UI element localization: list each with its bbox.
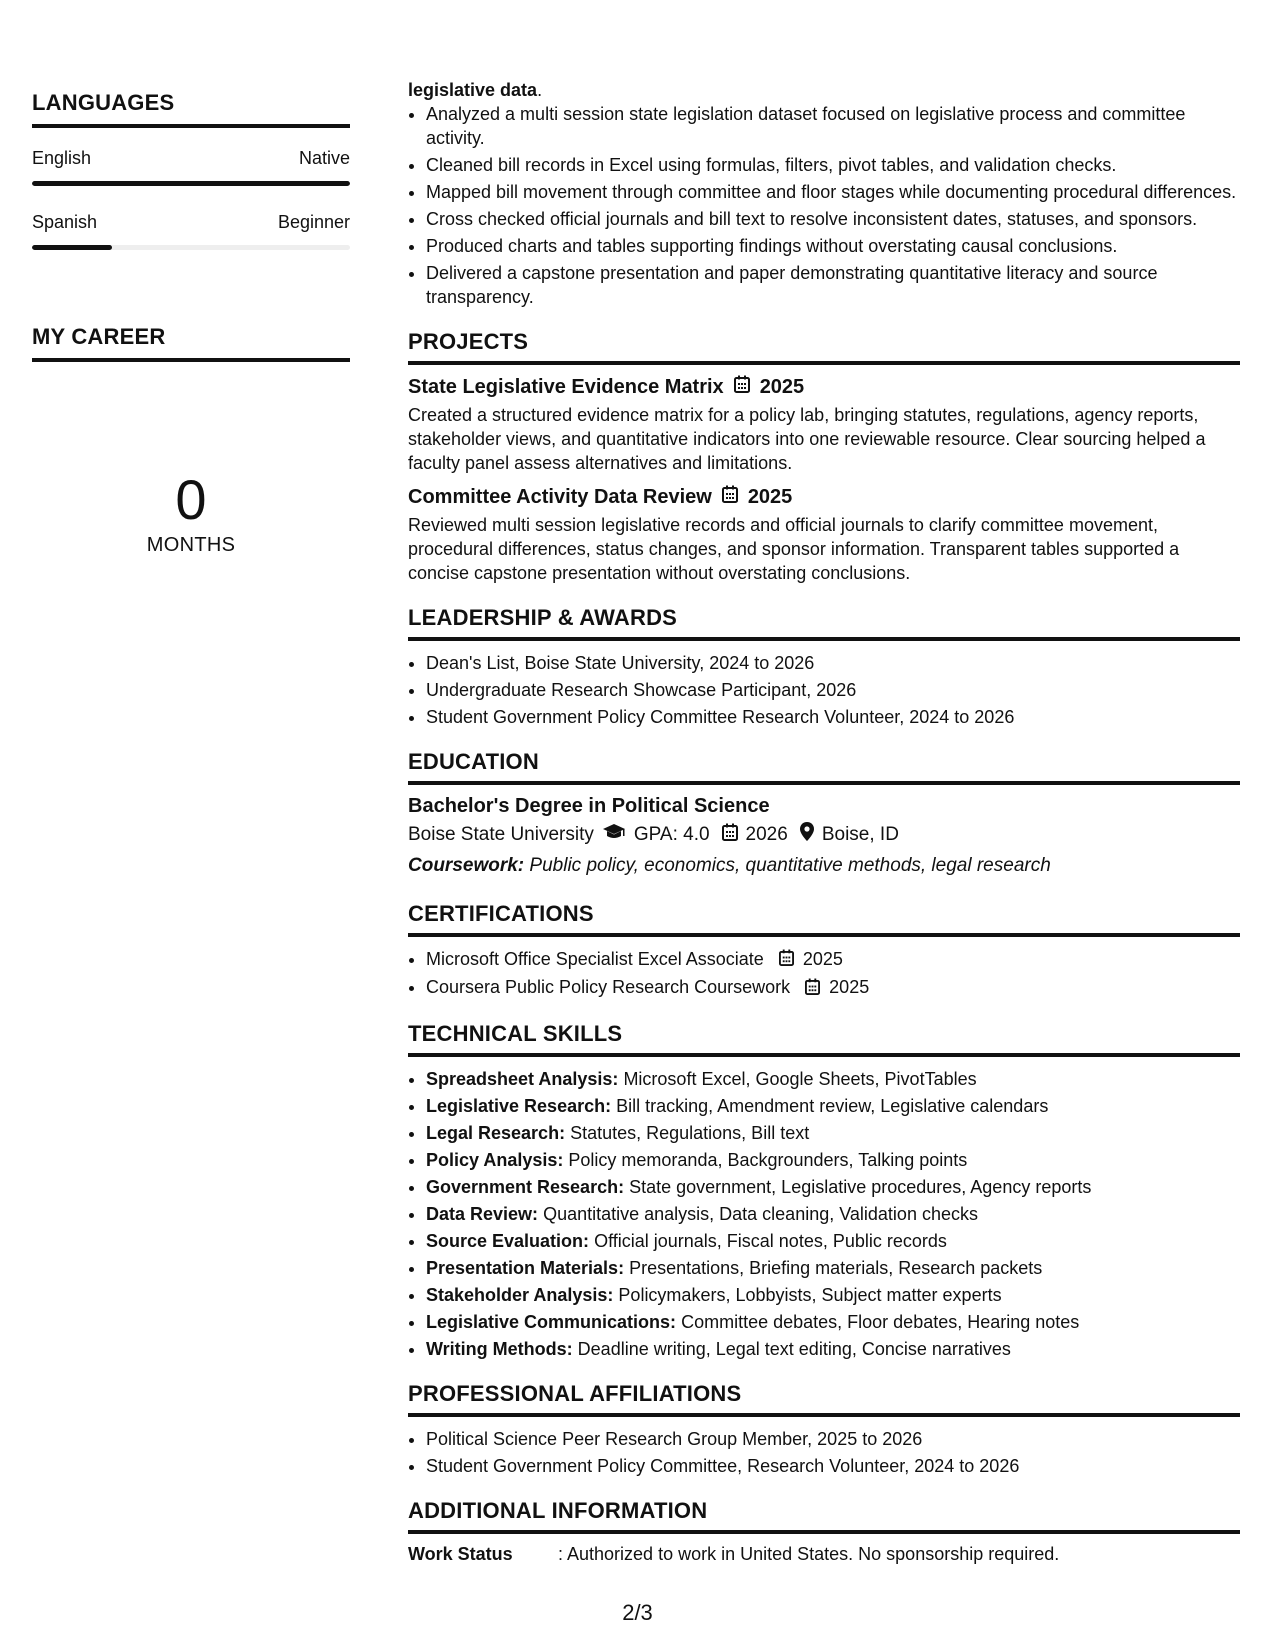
skill-category: Government Research:	[426, 1176, 625, 1197]
project-item	[408, 375, 1240, 475]
calendar-icon	[734, 375, 750, 399]
skill-values: Quantitative analysis, Data cleaning, Validation checks	[543, 1203, 978, 1224]
skill-category: Stakeholder Analysis:	[426, 1284, 614, 1305]
language-proficiency-fill	[32, 181, 350, 186]
list-item: • Mapped bill movement through committee and floor stages while documenting procedural differences.	[426, 180, 1240, 204]
certifications-list	[408, 947, 1240, 1001]
work-status-label: Work Status	[408, 1543, 513, 1564]
list-item	[426, 1094, 1240, 1118]
language-level: Native	[298, 148, 350, 168]
skill-category: Legislative Communications:	[426, 1311, 677, 1332]
list-item	[426, 1337, 1240, 1361]
list-item	[426, 1310, 1240, 1334]
project-item	[408, 485, 1240, 585]
project-year: 2025	[759, 375, 805, 398]
work-status-row	[408, 1544, 1240, 1565]
coursework-value: Public policy, economics, quantitative methods, legal research	[529, 855, 1051, 876]
list-item: • Dean's List, Boise State University, 2024 to 2026	[426, 651, 1240, 675]
list-item	[426, 1202, 1240, 1226]
list-item	[426, 947, 1240, 972]
project-description: Reviewed multi session legislative records and official journals to clarify committee movement, procedural differences, status changes, and sponsor information. Transparent tables supported a concise capstone presentation without overstating conclusions.	[408, 515, 1180, 583]
career-title: MY CAREER	[32, 324, 350, 362]
skills-list	[408, 1067, 1240, 1361]
project-name: Committee Activity Data Review	[408, 485, 712, 508]
skill-category: Spreadsheet Analysis:	[426, 1068, 619, 1089]
experience-bullets	[408, 102, 1240, 309]
list-item	[426, 1229, 1240, 1253]
list-item	[426, 1148, 1240, 1172]
lead-suffix: .	[537, 80, 543, 100]
language-proficiency-bar	[32, 245, 350, 250]
education-school: Boise State University	[408, 823, 594, 845]
languages-title: LANGUAGES	[32, 90, 350, 128]
language-level: Beginner	[277, 212, 350, 232]
list-item: • Cross checked official journals and bill text to resolve inconsistent dates, statuses, and sponsors.	[426, 207, 1240, 231]
language-item	[32, 148, 350, 186]
career-unit: MONTHS	[146, 534, 236, 556]
skill-category: Legal Research:	[426, 1122, 566, 1143]
skill-category: Policy Analysis:	[426, 1149, 564, 1170]
calendar-icon	[722, 485, 738, 509]
skill-category: Data Review:	[426, 1203, 539, 1224]
education-degree: Bachelor's Degree in Political Science	[408, 795, 770, 817]
skill-category: Presentation Materials:	[426, 1257, 625, 1278]
skill-values: Official journals, Fiscal notes, Public records	[594, 1230, 947, 1251]
language-name: Spanish	[32, 212, 98, 232]
skill-category: Source Evaluation:	[426, 1230, 590, 1251]
list-item: • Analyzed a multi session state legislation dataset focused on legislative process and committee activity.	[426, 102, 1240, 150]
certification-name: Microsoft Office Specialist Excel Associate	[426, 949, 764, 969]
list-item: • Student Government Policy Committee, Research Volunteer, 2024 to 2026	[426, 1454, 1240, 1478]
list-item: • Undergraduate Research Showcase Participant, 2026	[426, 678, 1240, 702]
coursework-label: Coursework:	[408, 855, 525, 876]
language-item	[32, 212, 350, 250]
list-item	[426, 1283, 1240, 1307]
section-title-affiliations: PROFESSIONAL AFFILIATIONS	[408, 1381, 1240, 1417]
certification-year: 2025	[802, 949, 843, 969]
section-title-leadership: LEADERSHIP & AWARDS	[408, 605, 1240, 641]
list-item	[426, 1121, 1240, 1145]
experience-lead	[408, 78, 1240, 102]
skill-values: State government, Legislative procedures, Agency reports	[629, 1176, 1092, 1197]
calendar-icon	[722, 823, 738, 847]
section-title-skills: TECHNICAL SKILLS	[408, 1021, 1240, 1057]
section-title-certifications: CERTIFICATIONS	[408, 901, 1240, 937]
section-title-projects: PROJECTS	[408, 329, 1240, 365]
certification-year: 2025	[829, 977, 870, 998]
list-item: • Political Science Peer Research Group Member, 2025 to 2026	[426, 1427, 1240, 1451]
calendar-icon	[805, 977, 820, 1001]
list-item: • Student Government Policy Committee Research Volunteer, 2024 to 2026	[426, 705, 1240, 729]
skill-values: Committee debates, Floor debates, Hearing notes	[681, 1311, 1080, 1332]
language-proficiency-fill	[32, 245, 112, 250]
education-location: Boise, ID	[821, 823, 899, 845]
affiliations-list	[408, 1427, 1240, 1478]
list-item	[426, 975, 1240, 1000]
skill-values: Statutes, Regulations, Bill text	[570, 1122, 810, 1143]
language-name: English	[32, 148, 92, 168]
list-item	[426, 1256, 1240, 1280]
skill-values: Bill tracking, Amendment review, Legislative calendars	[616, 1095, 1049, 1116]
project-year: 2025	[747, 485, 793, 508]
education-details	[408, 822, 1240, 847]
education-year: 2026	[745, 823, 788, 845]
skill-values: Presentations, Briefing materials, Research packets	[629, 1257, 1043, 1278]
map-pin-icon	[800, 822, 814, 847]
list-item: • Cleaned bill records in Excel using formulas, filters, pivot tables, and validation checks.	[426, 153, 1240, 177]
education-gpa: GPA: 4.0	[633, 823, 710, 845]
lead-text: legislative data	[408, 80, 538, 100]
list-item: • Produced charts and tables supporting findings without overstating causal conclusions.	[426, 234, 1240, 258]
career-counter	[32, 468, 350, 557]
skill-values: Policymakers, Lobbyists, Subject matter experts	[618, 1284, 1002, 1305]
section-title-education: EDUCATION	[408, 749, 1240, 785]
skill-values: Microsoft Excel, Google Sheets, PivotTables	[623, 1068, 977, 1089]
project-description: Created a structured evidence matrix for a policy lab, bringing statutes, regulations, agency reports, stakeholder views, and quantitative indicators into one reviewable resource. Clear sourcing helped a faculty panel assess alternatives and limitations.	[408, 405, 1206, 473]
list-item	[426, 1067, 1240, 1091]
leadership-list	[408, 651, 1240, 729]
language-proficiency-bar	[32, 181, 350, 186]
skill-category: Legislative Research:	[426, 1095, 612, 1116]
graduation-cap-icon	[602, 823, 626, 847]
career-value: 0	[175, 468, 207, 531]
calendar-icon	[779, 948, 794, 972]
section-title-additional: ADDITIONAL INFORMATION	[408, 1498, 1240, 1534]
skill-category: Writing Methods:	[426, 1338, 573, 1359]
work-status-value: : Authorized to work in United States. No sponsorship required.	[558, 1543, 1060, 1564]
education-coursework	[408, 855, 1240, 877]
sidebar	[32, 90, 350, 557]
certification-name: Coursera Public Policy Research Coursework	[426, 977, 791, 998]
main-content	[408, 78, 1240, 1565]
project-name: State Legislative Evidence Matrix	[408, 375, 724, 398]
list-item	[426, 1175, 1240, 1199]
page-number: 2/3	[622, 1600, 653, 1625]
skill-values: Policy memoranda, Backgrounders, Talking points	[568, 1149, 968, 1170]
skill-values: Deadline writing, Legal text editing, Concise narratives	[577, 1338, 1011, 1359]
list-item: • Delivered a capstone presentation and paper demonstrating quantitative literacy and source transparency.	[426, 261, 1240, 309]
